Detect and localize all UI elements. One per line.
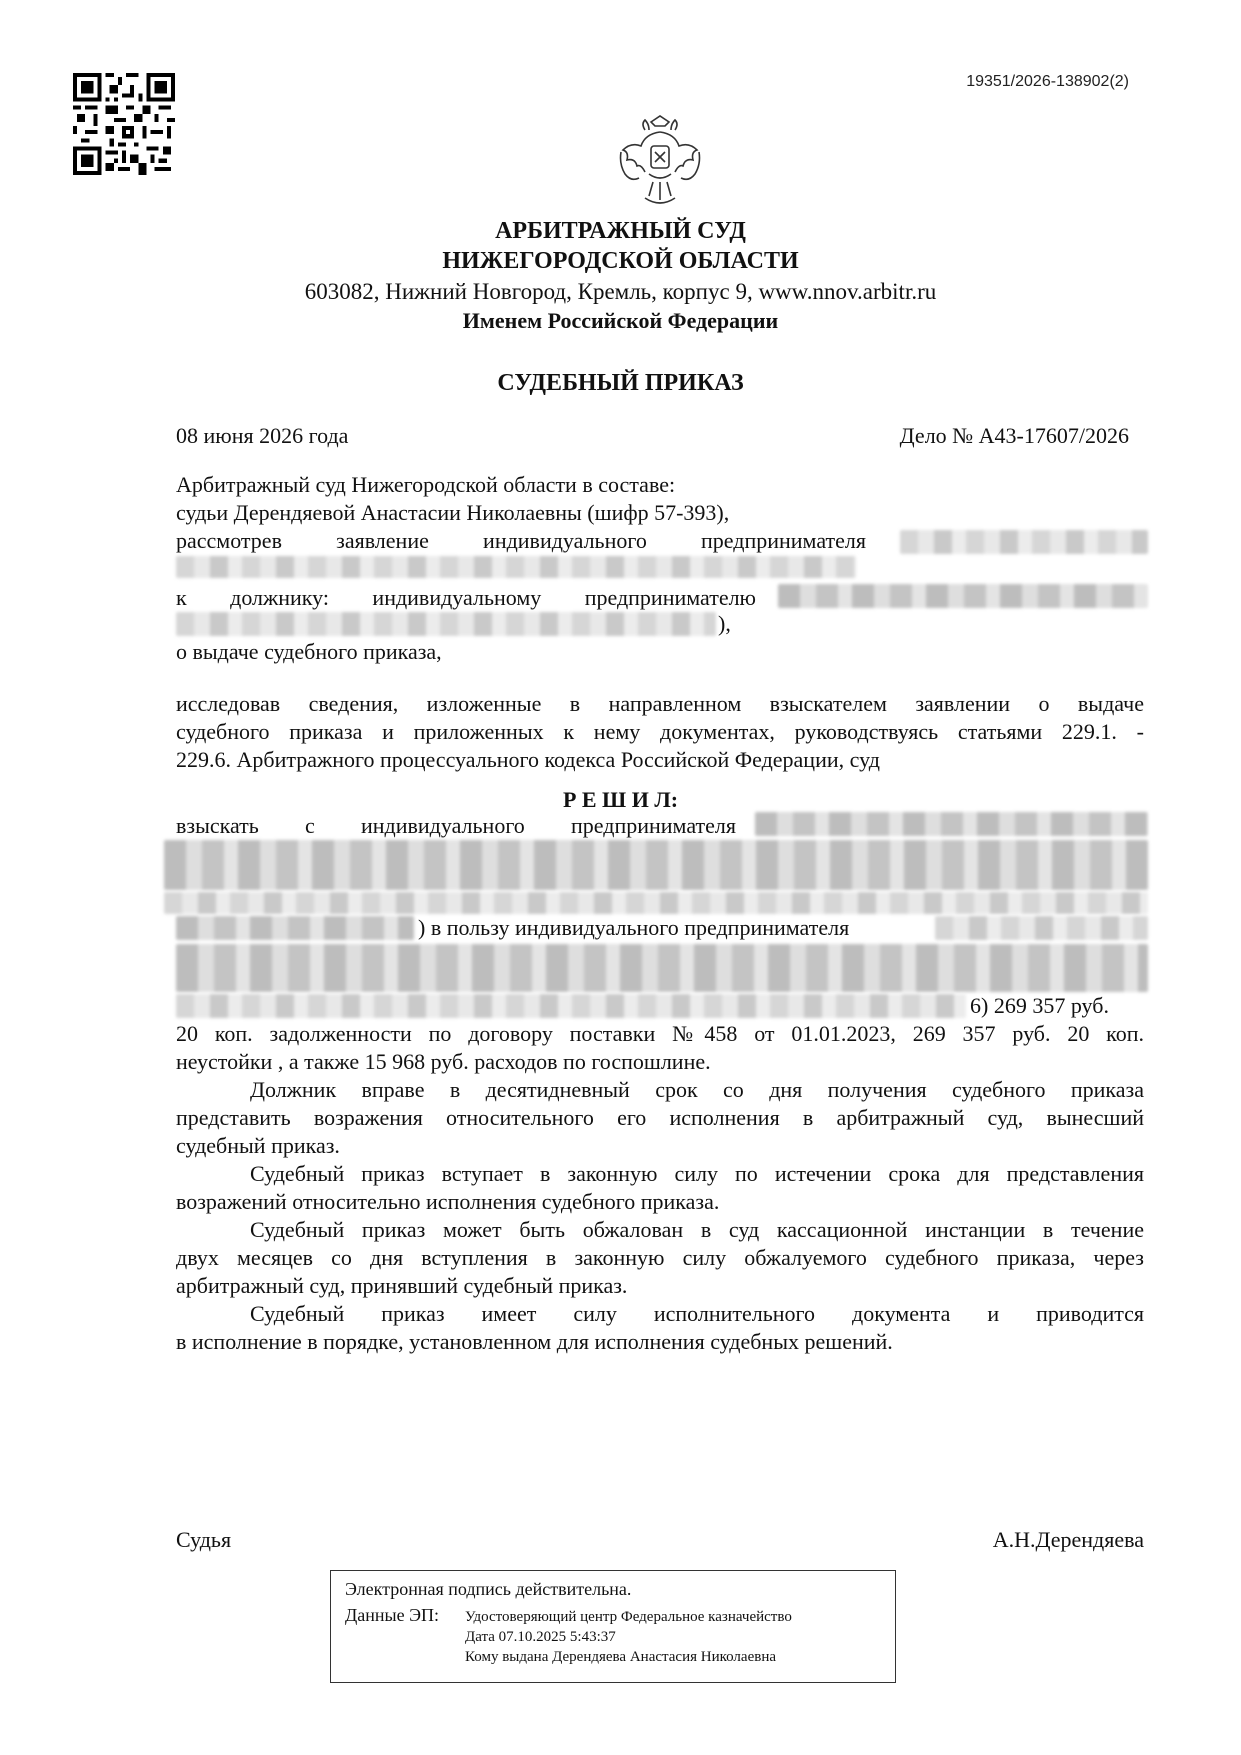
signature-date: Дата 07.10.2025 5:43:37 (465, 1629, 616, 1645)
ruling-line-2: ) в пользу индивидуального предпринимателя (418, 915, 850, 940)
intro-line-4: к должнику: индивидуальному предпринимателю (176, 585, 756, 610)
study-line-1: исследовав сведения, изложенные в направленном взыскателем заявлении о выдаче (176, 691, 1144, 716)
qr-code (73, 73, 175, 175)
paragraph-1-line-2: представить возражения относительного его исполнения в арбитражный суд, вынесший (176, 1105, 1144, 1130)
intro-line-6: о выдаче судебного приказа, (176, 639, 442, 664)
judge-name: А.Н.Дерендяева (992, 1527, 1144, 1552)
intro-line-1: Арбитражный суд Нижегородской области в составе: (176, 472, 676, 497)
decided-heading: Р Е Ш И Л: (562, 787, 679, 812)
paragraph-3-line-3: арбитражный суд, принявший судебный приказ. (176, 1273, 628, 1298)
redacted-block (164, 840, 1148, 890)
redacted-block (176, 994, 966, 1018)
signature-issued-to: Кому выдана Дерендяева Анастасия Николаевна (465, 1649, 777, 1665)
electronic-signature-box (330, 1570, 896, 1683)
signature-valid-text: Электронная подпись действительна. (345, 1579, 632, 1599)
paragraph-1-line-3: судебный приказ. (176, 1133, 340, 1158)
paragraph-4-line-2: в исполнение в порядке, установленном для исполнения судебных решений. (176, 1329, 893, 1354)
judge-role: Судья (176, 1527, 232, 1552)
signature-issuer: Удостоверяющий центр Федеральное казначейство (465, 1609, 792, 1625)
redacted-block (755, 812, 1148, 836)
court-name-line2: НИЖЕГОРОДСКОЙ ОБЛАСТИ (442, 248, 799, 274)
redacted-block (176, 916, 414, 940)
redacted-block (176, 944, 1148, 992)
redacted-block (935, 916, 1148, 940)
intro-line-2: судьи Дерендяевой Анастасии Николаевны (шифр 57-393), (176, 500, 730, 525)
ruling-line-1: взыскать с индивидуального предпринимателя (176, 813, 736, 838)
paragraph-3-line-1: Судебный приказ может быть обжалован в суд кассационной инстанции в течение (250, 1217, 1144, 1242)
redacted-block (778, 584, 1148, 608)
document-title: СУДЕБНЫЙ ПРИКАЗ (497, 370, 744, 396)
study-line-3: 229.6. Арбитражного процессуального кодекса Российской Федерации, суд (176, 747, 880, 772)
study-line-2: судебного приказа и приложенных к нему документах, руководствуясь статьями 229.1. - (176, 719, 1144, 744)
paragraph-3-line-2: двух месяцев со дня вступления в законную силу обжалуемого судебного приказа, через (176, 1245, 1144, 1270)
in-the-name-line: Именем Российской Федерации (462, 308, 779, 333)
case-number: Дело № А43-17607/2026 (899, 423, 1129, 448)
document-id: 19351/2026-138902(2) (966, 73, 1129, 90)
redacted-block (164, 892, 1148, 914)
intro-line-3: рассмотрев заявление индивидуального предпринимателя (176, 528, 866, 553)
redacted-block (176, 556, 856, 578)
paragraph-1-line-1: Должник вправе в десятидневный срок со дня получения судебного приказа (250, 1077, 1144, 1102)
intro-line-5-end: ), (718, 611, 731, 636)
signature-data-label: Данные ЭП: (345, 1605, 439, 1625)
ruling-line-3-end: 6) 269 357 руб. (970, 993, 1109, 1018)
redacted-block (176, 612, 716, 636)
ruling-line-4: 20 коп. задолженности по договору поставки №458 от 01.01.2023, 269 357 руб. 20 коп. (176, 1021, 1144, 1046)
coat-of-arms-icon (615, 112, 705, 212)
redacted-block (900, 530, 1148, 554)
order-date: 08 июня 2026 года (176, 423, 349, 448)
paragraph-2-line-1: Судебный приказ вступает в законную силу по истечении срока для представления (250, 1161, 1144, 1186)
paragraph-2-line-2: возражений относительно исполнения судебного приказа. (176, 1189, 720, 1214)
paragraph-4-line-1: Судебный приказ имеет силу исполнительного документа и приводится (250, 1301, 1144, 1326)
ruling-line-5: неустойки , а также 15 968 руб. расходов по госпошлине. (176, 1049, 711, 1074)
court-address: 603082, Нижний Новгород, Кремль, корпус 9, www.nnov.arbitr.ru (304, 279, 937, 304)
court-name-line1: АРБИТРАЖНЫЙ СУД (495, 218, 746, 244)
